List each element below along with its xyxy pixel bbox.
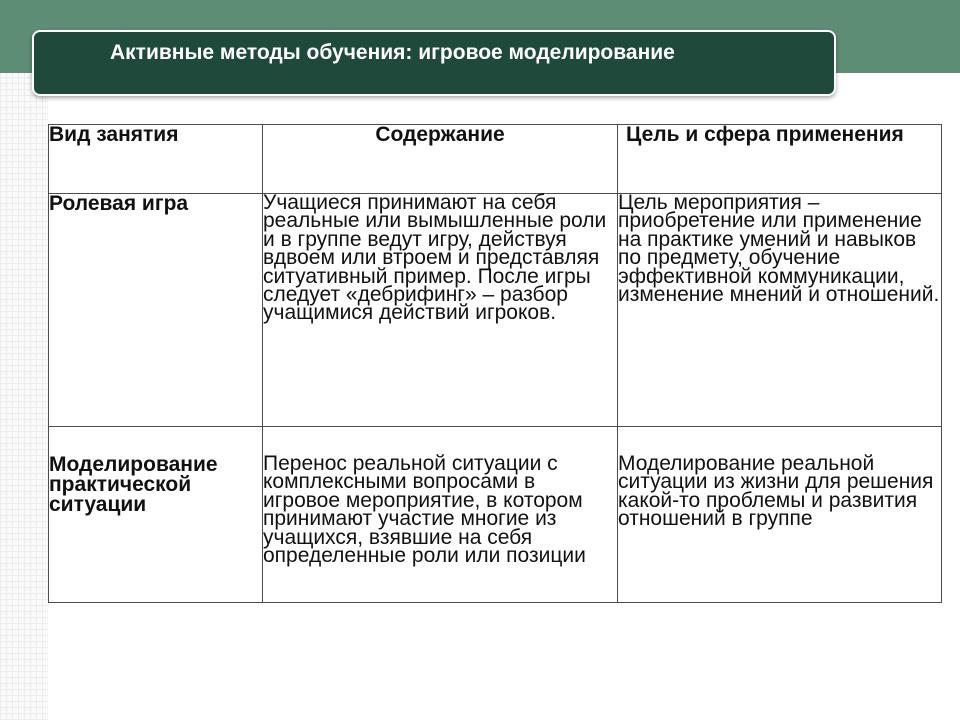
row-content: Перенос реальной ситуации с комплексными вопросами в игровое мероприятие, в котором принимают участие многие из учащихся, взявшие на себя определенные роли или позиции [263,427,618,603]
row-type: Моделирование практической ситуации [49,427,263,603]
header-goal: Цель и сфера применения [618,125,942,194]
slide-title: Активные методы обучения: игровое моделирование [110,41,675,64]
header-type: Вид занятия [49,125,263,194]
row-goal: Моделирование реальной ситуации из жизни для решения какой-то проблемы и развития отношений в группе [618,427,942,603]
table-row [49,427,942,603]
row-content: Учащиеся принимают на себя реальные или вымышленные роли и в группе ведут игру, действуя вдвоем или втроем и представляя ситуативный пример. После игры следует «дебрифинг» – разбор учащимися действий игроков. [263,194,618,427]
table-header-row [49,125,942,194]
methods-table [48,124,942,603]
row-type: Ролевая игра [49,194,263,427]
table-row [49,194,942,427]
row-goal: Цель мероприятия – приобретение или применение на практике умений и навыков по предмету, обучение эффективной коммуникации, изменение мнений и отношений. [618,194,942,427]
header-content: Содержание [263,125,618,194]
background-pattern [0,73,48,720]
